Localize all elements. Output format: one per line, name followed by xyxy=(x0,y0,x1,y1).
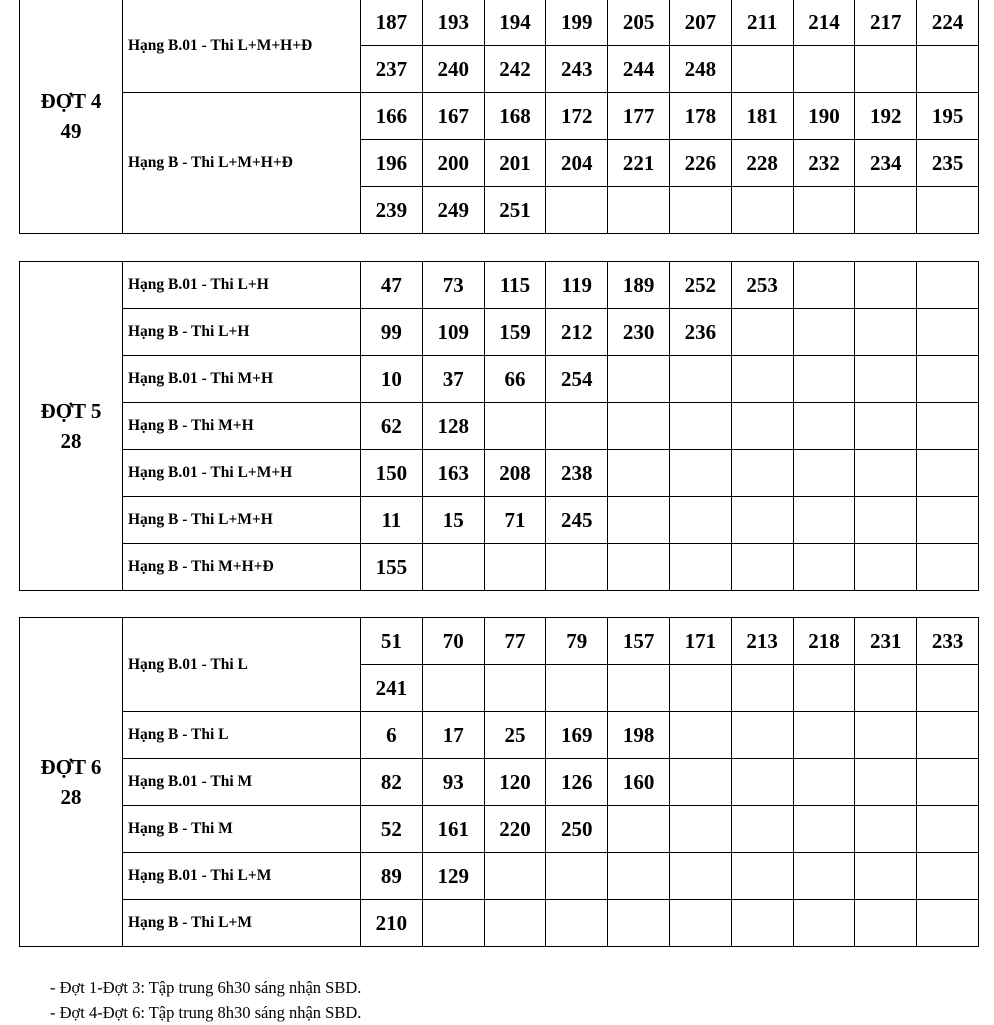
category-label: Hạng B.01 - Thi M+H xyxy=(123,356,361,403)
candidate-number: 129 xyxy=(422,853,484,900)
candidate-number xyxy=(669,665,731,712)
candidate-number: 198 xyxy=(608,712,670,759)
candidate-number: 207 xyxy=(669,0,731,46)
candidate-number: 210 xyxy=(361,900,423,947)
candidate-number: 218 xyxy=(793,618,855,665)
candidate-number: 228 xyxy=(731,140,793,187)
batch-label: ĐỢT 6 xyxy=(40,755,102,779)
category-label: Hạng B.01 - Thi M xyxy=(123,759,361,806)
candidate-number xyxy=(546,900,608,947)
candidate-number xyxy=(669,450,731,497)
candidate-number xyxy=(669,900,731,947)
candidate-number: 221 xyxy=(608,140,670,187)
batch-cell xyxy=(20,0,123,234)
candidate-number xyxy=(669,712,731,759)
candidate-number: 82 xyxy=(361,759,423,806)
candidate-number xyxy=(669,806,731,853)
category-label: Hạng B.01 - Thi L+M+H+Đ xyxy=(123,0,361,93)
candidate-number xyxy=(793,356,855,403)
candidate-number: 249 xyxy=(422,187,484,234)
candidate-number xyxy=(546,187,608,234)
candidate-number: 239 xyxy=(361,187,423,234)
candidate-number xyxy=(917,853,979,900)
candidate-number xyxy=(422,900,484,947)
candidate-number xyxy=(546,665,608,712)
batch-cell xyxy=(20,262,123,591)
candidate-number xyxy=(917,187,979,234)
schedule-table-dot-5 xyxy=(19,261,979,591)
candidate-number xyxy=(669,759,731,806)
candidate-number: 159 xyxy=(484,309,546,356)
candidate-number: 160 xyxy=(608,759,670,806)
candidate-number: 201 xyxy=(484,140,546,187)
candidate-number: 70 xyxy=(422,618,484,665)
candidate-number: 243 xyxy=(546,46,608,93)
candidate-number: 220 xyxy=(484,806,546,853)
category-label: Hạng B - Thi M+H+Đ xyxy=(123,544,361,591)
table-row xyxy=(20,712,979,759)
candidate-number: 169 xyxy=(546,712,608,759)
candidate-number xyxy=(731,544,793,591)
candidate-number: 73 xyxy=(422,262,484,309)
table-row xyxy=(20,356,979,403)
candidate-number xyxy=(793,544,855,591)
candidate-number: 62 xyxy=(361,403,423,450)
candidate-number xyxy=(546,544,608,591)
table-row xyxy=(20,0,979,46)
candidate-number: 236 xyxy=(669,309,731,356)
candidate-number xyxy=(917,403,979,450)
candidate-number: 167 xyxy=(422,93,484,140)
candidate-number: 217 xyxy=(855,0,917,46)
table-row xyxy=(20,93,979,140)
schedule-table-dot-4 xyxy=(19,0,979,234)
candidate-number xyxy=(917,309,979,356)
category-label: Hạng B - Thi L+M+H xyxy=(123,497,361,544)
candidate-number: 161 xyxy=(422,806,484,853)
candidate-number xyxy=(917,759,979,806)
notes xyxy=(50,975,361,1025)
batch-count: 28 xyxy=(60,429,82,453)
table-row xyxy=(20,853,979,900)
candidate-number xyxy=(731,497,793,544)
candidate-number: 254 xyxy=(546,356,608,403)
candidate-number: 190 xyxy=(793,93,855,140)
candidate-number: 248 xyxy=(669,46,731,93)
table-row xyxy=(20,450,979,497)
candidate-number: 171 xyxy=(669,618,731,665)
table-row xyxy=(20,497,979,544)
batch-count: 28 xyxy=(60,785,82,809)
candidate-number xyxy=(855,309,917,356)
candidate-number: 204 xyxy=(546,140,608,187)
candidate-number: 120 xyxy=(484,759,546,806)
candidate-number xyxy=(855,403,917,450)
category-label: Hạng B.01 - Thi L+M+H xyxy=(123,450,361,497)
candidate-number: 25 xyxy=(484,712,546,759)
candidate-number xyxy=(731,356,793,403)
table-row xyxy=(20,403,979,450)
candidate-number xyxy=(669,187,731,234)
candidate-number xyxy=(731,900,793,947)
candidate-number xyxy=(608,497,670,544)
candidate-number: 163 xyxy=(422,450,484,497)
candidate-number xyxy=(669,853,731,900)
candidate-number: 71 xyxy=(484,497,546,544)
table-row xyxy=(20,806,979,853)
candidate-number xyxy=(793,309,855,356)
candidate-number xyxy=(917,497,979,544)
candidate-number xyxy=(917,262,979,309)
candidate-number: 172 xyxy=(546,93,608,140)
table-row xyxy=(20,759,979,806)
candidate-number xyxy=(731,665,793,712)
candidate-number: 205 xyxy=(608,0,670,46)
candidate-number xyxy=(608,853,670,900)
candidate-number xyxy=(855,712,917,759)
candidate-number xyxy=(484,665,546,712)
candidate-number: 230 xyxy=(608,309,670,356)
candidate-number xyxy=(793,403,855,450)
candidate-number xyxy=(669,356,731,403)
candidate-number: 200 xyxy=(422,140,484,187)
candidate-number: 214 xyxy=(793,0,855,46)
batch-count: 49 xyxy=(60,119,82,143)
candidate-number: 194 xyxy=(484,0,546,46)
candidate-number xyxy=(793,46,855,93)
candidate-number: 126 xyxy=(546,759,608,806)
candidate-number: 66 xyxy=(484,356,546,403)
candidate-number: 187 xyxy=(361,0,423,46)
candidate-number: 15 xyxy=(422,497,484,544)
candidate-number xyxy=(608,806,670,853)
category-label: Hạng B - Thi M xyxy=(123,806,361,853)
candidate-number xyxy=(917,900,979,947)
candidate-number xyxy=(731,853,793,900)
candidate-number xyxy=(546,403,608,450)
note-line: - Đợt 4-Đợt 6: Tập trung 8h30 sáng nhận SBD. xyxy=(50,1003,362,1022)
candidate-number: 17 xyxy=(422,712,484,759)
candidate-number xyxy=(855,46,917,93)
table-row xyxy=(20,544,979,591)
candidate-number xyxy=(855,806,917,853)
candidate-number xyxy=(855,665,917,712)
candidate-number xyxy=(669,544,731,591)
candidate-number: 6 xyxy=(361,712,423,759)
candidate-number: 47 xyxy=(361,262,423,309)
candidate-number xyxy=(731,46,793,93)
candidate-number: 253 xyxy=(731,262,793,309)
category-label: Hạng B - Thi L+M xyxy=(123,900,361,947)
candidate-number xyxy=(917,356,979,403)
candidate-number: 242 xyxy=(484,46,546,93)
candidate-number xyxy=(793,759,855,806)
candidate-number: 195 xyxy=(917,93,979,140)
note-line: - Đợt 1-Đợt 3: Tập trung 6h30 sáng nhận SBD. xyxy=(50,978,362,997)
candidate-number: 245 xyxy=(546,497,608,544)
category-label: Hạng B.01 - Thi L xyxy=(123,618,361,712)
candidate-number: 199 xyxy=(546,0,608,46)
category-label: Hạng B.01 - Thi L+H xyxy=(123,262,361,309)
candidate-number: 213 xyxy=(731,618,793,665)
candidate-number xyxy=(855,497,917,544)
candidate-number xyxy=(793,497,855,544)
batch-label: ĐỢT 5 xyxy=(40,399,102,423)
candidate-number xyxy=(608,187,670,234)
candidate-number: 181 xyxy=(731,93,793,140)
candidate-number: 79 xyxy=(546,618,608,665)
candidate-number xyxy=(855,900,917,947)
candidate-number xyxy=(608,665,670,712)
category-label: Hạng B - Thi L+M+H+Đ xyxy=(123,93,361,234)
candidate-number: 166 xyxy=(361,93,423,140)
candidate-number: 241 xyxy=(361,665,423,712)
candidate-number xyxy=(422,544,484,591)
candidate-number: 224 xyxy=(917,0,979,46)
candidate-number: 211 xyxy=(731,0,793,46)
candidate-number: 37 xyxy=(422,356,484,403)
candidate-number: 244 xyxy=(608,46,670,93)
candidate-number: 168 xyxy=(484,93,546,140)
table-row xyxy=(20,900,979,947)
candidate-number xyxy=(608,544,670,591)
candidate-number xyxy=(855,187,917,234)
schedule-table-dot-6 xyxy=(19,617,979,947)
candidate-number: 77 xyxy=(484,618,546,665)
candidate-number: 251 xyxy=(484,187,546,234)
candidate-number: 238 xyxy=(546,450,608,497)
category-label: Hạng B - Thi L+H xyxy=(123,309,361,356)
candidate-number: 93 xyxy=(422,759,484,806)
candidate-number xyxy=(855,544,917,591)
candidate-number: 99 xyxy=(361,309,423,356)
table-row xyxy=(20,309,979,356)
candidate-number: 240 xyxy=(422,46,484,93)
candidate-number: 52 xyxy=(361,806,423,853)
candidate-number xyxy=(793,450,855,497)
candidate-number: 119 xyxy=(546,262,608,309)
candidate-number xyxy=(484,853,546,900)
candidate-number xyxy=(793,187,855,234)
candidate-number xyxy=(855,759,917,806)
candidate-number xyxy=(793,712,855,759)
candidate-number xyxy=(731,187,793,234)
candidate-number xyxy=(608,450,670,497)
category-label: Hạng B - Thi M+H xyxy=(123,403,361,450)
candidate-number: 10 xyxy=(361,356,423,403)
candidate-number: 196 xyxy=(361,140,423,187)
candidate-number: 250 xyxy=(546,806,608,853)
candidate-number: 128 xyxy=(422,403,484,450)
candidate-number: 212 xyxy=(546,309,608,356)
candidate-number: 233 xyxy=(917,618,979,665)
candidate-number xyxy=(793,665,855,712)
candidate-number: 237 xyxy=(361,46,423,93)
candidate-number xyxy=(793,806,855,853)
candidate-number: 192 xyxy=(855,93,917,140)
candidate-number xyxy=(731,759,793,806)
candidate-number xyxy=(608,403,670,450)
candidate-number xyxy=(793,262,855,309)
candidate-number xyxy=(731,403,793,450)
table-row xyxy=(20,262,979,309)
candidate-number xyxy=(855,853,917,900)
candidate-number: 231 xyxy=(855,618,917,665)
candidate-number xyxy=(731,450,793,497)
candidate-number xyxy=(793,900,855,947)
candidate-number: 115 xyxy=(484,262,546,309)
candidate-number: 155 xyxy=(361,544,423,591)
candidate-number: 51 xyxy=(361,618,423,665)
candidate-number xyxy=(669,497,731,544)
candidate-number xyxy=(484,403,546,450)
candidate-number xyxy=(546,853,608,900)
candidate-number: 157 xyxy=(608,618,670,665)
candidate-number xyxy=(731,806,793,853)
candidate-number: 109 xyxy=(422,309,484,356)
candidate-number xyxy=(484,544,546,591)
candidate-number: 232 xyxy=(793,140,855,187)
candidate-number: 252 xyxy=(669,262,731,309)
candidate-number: 150 xyxy=(361,450,423,497)
candidate-number: 11 xyxy=(361,497,423,544)
candidate-number xyxy=(608,356,670,403)
batch-label: ĐỢT 4 xyxy=(40,89,102,113)
candidate-number xyxy=(793,853,855,900)
table-row xyxy=(20,618,979,665)
candidate-number: 189 xyxy=(608,262,670,309)
candidate-number: 208 xyxy=(484,450,546,497)
candidate-number xyxy=(422,665,484,712)
candidate-number xyxy=(917,806,979,853)
candidate-number xyxy=(731,712,793,759)
batch-cell xyxy=(20,618,123,947)
candidate-number xyxy=(917,46,979,93)
candidate-number xyxy=(855,450,917,497)
candidate-number xyxy=(608,900,670,947)
candidate-number: 234 xyxy=(855,140,917,187)
candidate-number: 177 xyxy=(608,93,670,140)
candidate-number xyxy=(917,450,979,497)
candidate-number: 89 xyxy=(361,853,423,900)
candidate-number xyxy=(855,356,917,403)
category-label: Hạng B.01 - Thi L+M xyxy=(123,853,361,900)
category-label: Hạng B - Thi L xyxy=(123,712,361,759)
candidate-number xyxy=(917,544,979,591)
candidate-number xyxy=(669,403,731,450)
candidate-number xyxy=(484,900,546,947)
candidate-number: 178 xyxy=(669,93,731,140)
candidate-number: 193 xyxy=(422,0,484,46)
candidate-number: 235 xyxy=(917,140,979,187)
candidate-number xyxy=(855,262,917,309)
candidate-number xyxy=(917,712,979,759)
candidate-number xyxy=(731,309,793,356)
candidate-number xyxy=(917,665,979,712)
candidate-number: 226 xyxy=(669,140,731,187)
